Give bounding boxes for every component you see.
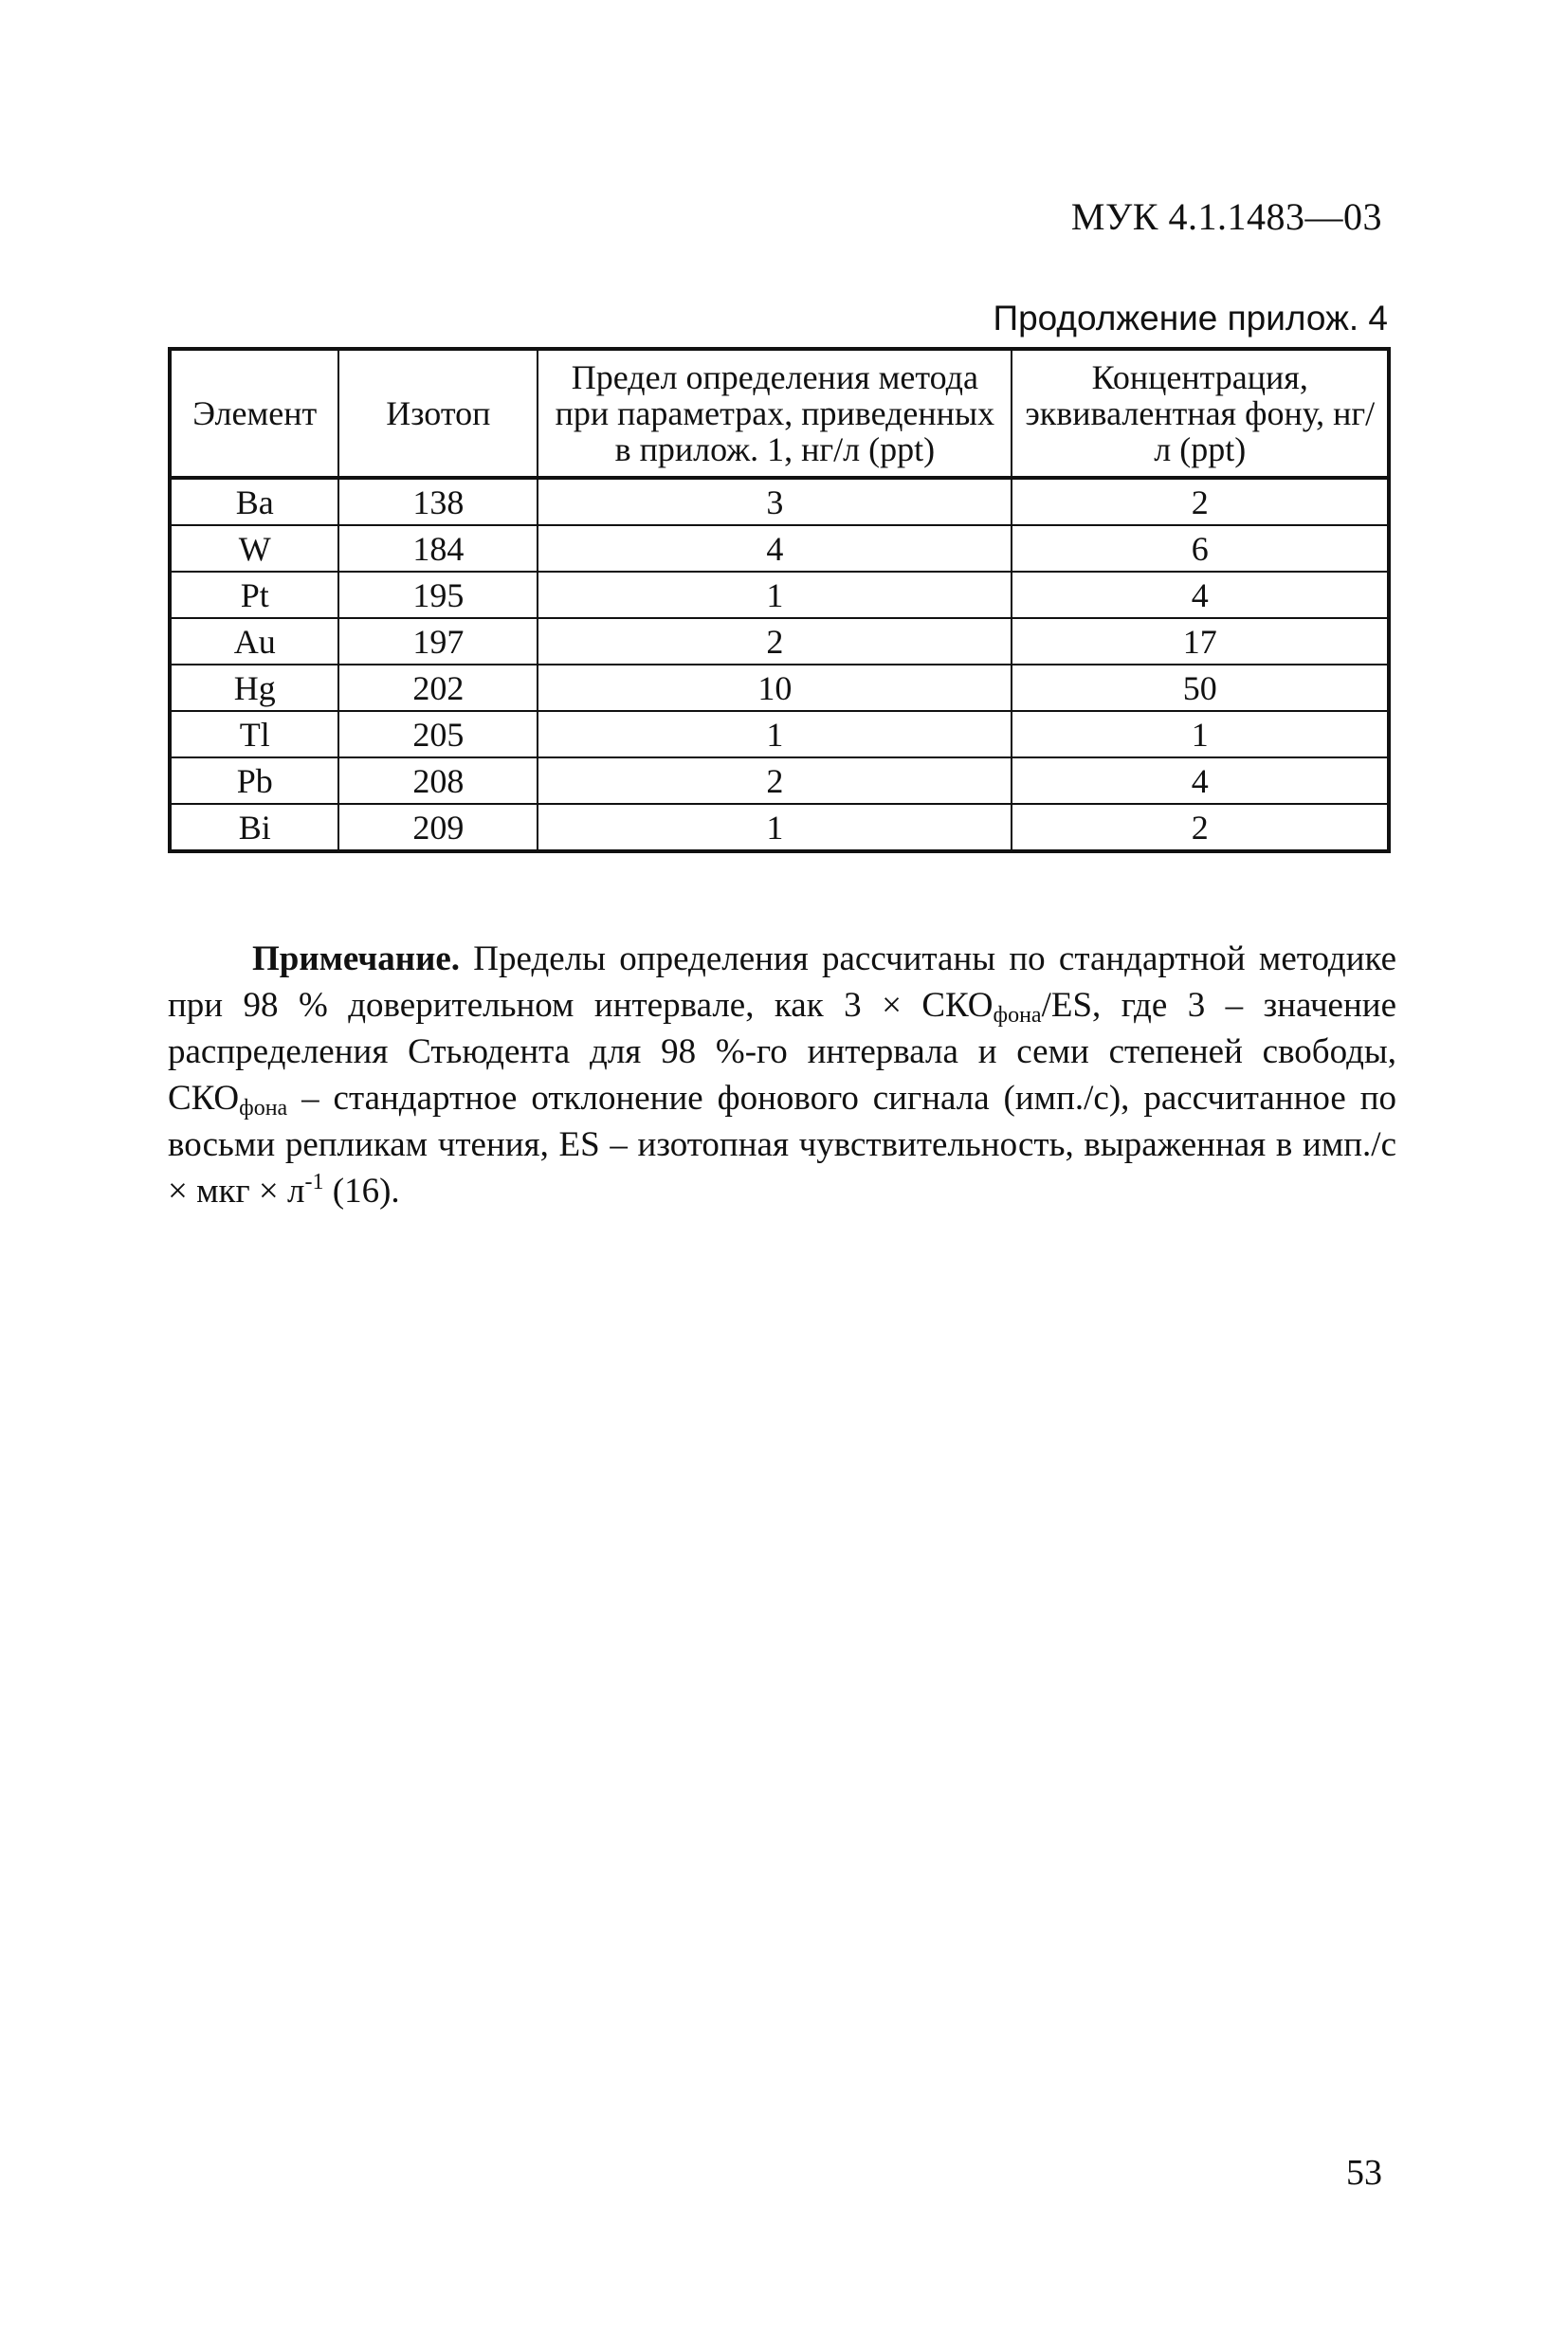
cell-detection-limit: 2	[538, 757, 1012, 804]
note-lead: Примечание.	[252, 939, 461, 978]
column-header-element: Элемент	[170, 349, 338, 478]
cell-background-concentration: 4	[1012, 572, 1389, 618]
appendix-continuation-label: Продолжение прилож. 4	[993, 299, 1388, 337]
table-row	[170, 711, 1389, 757]
cell-element: Tl	[170, 711, 338, 757]
cell-isotope: 202	[338, 665, 538, 711]
cell-background-concentration: 2	[1012, 478, 1389, 525]
note-text-part: Пределы определения рассчитаны по стандартной методике при 98 % доверительном интервале, как 3 × СКО	[168, 939, 1396, 1025]
cell-detection-limit: 1	[538, 711, 1012, 757]
cell-isotope: 205	[338, 711, 538, 757]
document-code: МУК 4.1.1483—03	[1070, 195, 1382, 238]
table-row	[170, 665, 1389, 711]
note-subscript: фона	[993, 1003, 1042, 1028]
cell-background-concentration: 1	[1012, 711, 1389, 757]
table-row	[170, 572, 1389, 618]
column-header-background-concentration: Концентрация, эквивалентная фону, нг/л (ppt)	[1012, 349, 1389, 478]
cell-background-concentration: 17	[1012, 618, 1389, 665]
cell-background-concentration: 4	[1012, 757, 1389, 804]
table-row	[170, 618, 1389, 665]
cell-isotope: 195	[338, 572, 538, 618]
note-text-part: /ES, где 3 – значение распределения Стьюдента для 98 %-го интервала и семи степеней свободы, СКО	[168, 986, 1397, 1118]
cell-element: Ba	[170, 478, 338, 525]
cell-background-concentration: 6	[1012, 525, 1389, 572]
column-header-isotope: Изотоп	[338, 349, 538, 478]
cell-detection-limit: 10	[538, 665, 1012, 711]
cell-background-concentration: 2	[1012, 804, 1389, 851]
cell-isotope: 208	[338, 757, 538, 804]
cell-detection-limit: 1	[538, 572, 1012, 618]
cell-element: Pb	[170, 757, 338, 804]
table-row	[170, 804, 1389, 851]
isotope-detection-limits-table	[168, 347, 1391, 853]
cell-isotope: 138	[338, 478, 538, 525]
note-subscript: фона	[239, 1096, 288, 1121]
cell-detection-limit: 3	[538, 478, 1012, 525]
cell-element: Hg	[170, 665, 338, 711]
page-number: 53	[1346, 2153, 1382, 2193]
cell-element: Bi	[170, 804, 338, 851]
note-text-part: – стандартное отклонение фонового сигнала (имп./с), рассчитанное по восьми репликам чтения, ES – изотопная чувствительность, выраженная в имп./с × мкг × л	[168, 1079, 1396, 1211]
note-text-part: (16).	[323, 1172, 400, 1211]
note-superscript: -1	[304, 1170, 324, 1194]
cell-element: Pt	[170, 572, 338, 618]
table-row	[170, 757, 1389, 804]
cell-detection-limit: 1	[538, 804, 1012, 851]
cell-isotope: 209	[338, 804, 538, 851]
cell-isotope: 184	[338, 525, 538, 572]
column-header-detection-limit: Предел определения метода при параметрах, приведенных в прилож. 1, нг/л (ppt)	[538, 349, 1012, 478]
cell-detection-limit: 2	[538, 618, 1012, 665]
table-note-paragraph	[168, 936, 1396, 1214]
cell-element: W	[170, 525, 338, 572]
table-header-row	[170, 349, 1389, 478]
table-row	[170, 478, 1389, 525]
cell-isotope: 197	[338, 618, 538, 665]
cell-background-concentration: 50	[1012, 665, 1389, 711]
cell-element: Au	[170, 618, 338, 665]
cell-detection-limit: 4	[538, 525, 1012, 572]
table-row	[170, 525, 1389, 572]
